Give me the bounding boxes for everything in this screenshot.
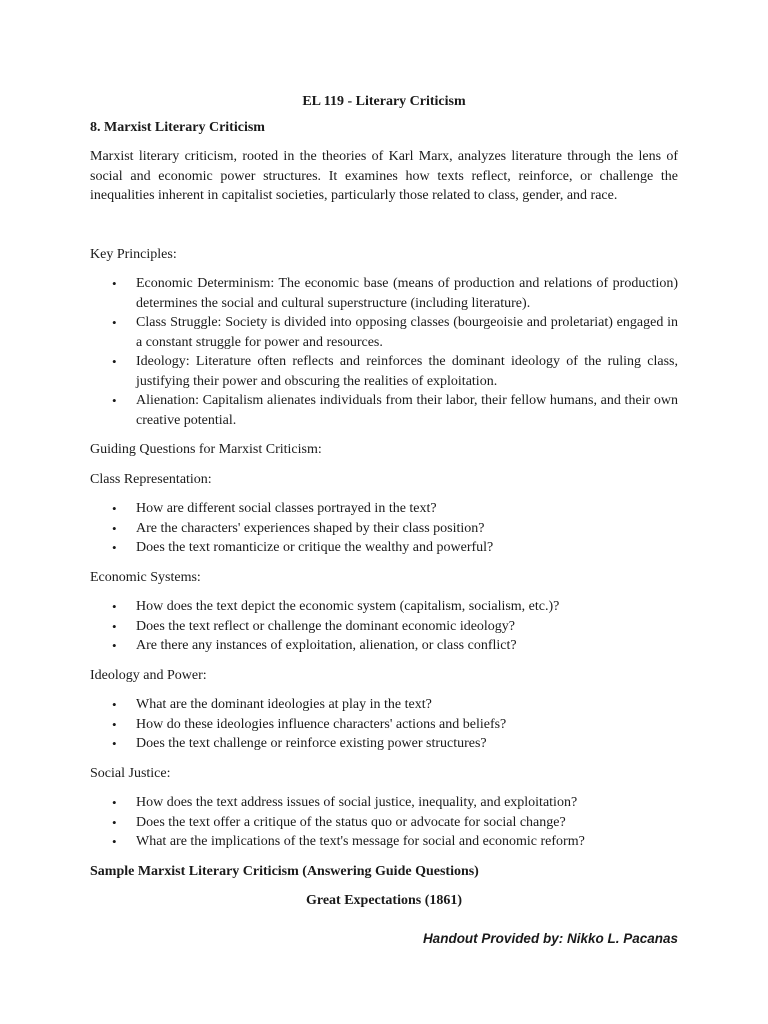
bullet-icon: • — [112, 716, 117, 732]
group-label-ideology-and-power: Ideology and Power: — [90, 667, 207, 683]
list-item: • How do these ideologies influence characters' actions and beliefs? — [90, 715, 678, 735]
list-item: • What are the implications of the text's message for social and economic reform? — [90, 832, 678, 852]
group-label-class-representation: Class Representation: — [90, 471, 212, 487]
bullet-icon: • — [112, 276, 117, 291]
bullet-icon: • — [112, 520, 117, 536]
question-list-economic-systems — [90, 597, 678, 656]
list-item: • How does the text address issues of social justice, inequality, and exploitation? — [90, 793, 678, 813]
bullet-icon: • — [112, 638, 117, 653]
bullet-icon: • — [112, 736, 117, 751]
bullet-icon: • — [112, 697, 117, 712]
sample-heading: Sample Marxist Literary Criticism (Answering Guide Questions) — [90, 863, 479, 879]
bullet-icon: • — [112, 354, 117, 369]
key-principles-label: Key Principles: — [90, 246, 177, 262]
list-item: • Are there any instances of exploitation, alienation, or class conflict? — [90, 636, 678, 656]
bullet-icon: • — [112, 393, 117, 408]
bullet-icon: • — [112, 814, 117, 830]
question-list-class-representation — [90, 499, 678, 558]
list-item: • Does the text offer a critique of the status quo or advocate for social change? — [90, 813, 678, 833]
list-item: • What are the dominant ideologies at play in the text? — [90, 695, 678, 715]
bullet-icon: • — [112, 834, 117, 849]
bullet-icon: • — [112, 618, 117, 634]
course-title: EL 119 - Literary Criticism — [302, 94, 466, 109]
handout-credit: Handout Provided by: Nikko L. Pacanas — [422, 931, 678, 946]
group-label-economic-systems: Economic Systems: — [90, 569, 201, 585]
list-item: • Does the text romanticize or critique the wealthy and powerful? — [90, 538, 678, 558]
list-item: • Are the characters' experiences shaped by their class position? — [90, 519, 678, 539]
key-principles-list — [90, 274, 678, 430]
section-heading: 8. Marxist Literary Criticism — [90, 120, 265, 135]
bullet-icon: • — [112, 599, 117, 614]
list-item: • Class Struggle: Society is divided into opposing classes (bourgeoisie and proletariat) engaged in a constant struggle for power and resources. — [112, 315, 678, 350]
guiding-questions-label: Guiding Questions for Marxist Criticism: — [90, 442, 322, 457]
intro-paragraph: Marxist literary criticism, rooted in the theories of Karl Marx, analyzes literature through the lens of social and economic power structures. It examines how texts reflect, reinforce, or challenge the inequalities inherent in capitalist societies, particularly those related to class, gender, and race. — [90, 149, 678, 203]
document-page — [90, 92, 678, 911]
list-item: • Does the text reflect or challenge the dominant economic ideology? — [90, 617, 678, 637]
bullet-icon: • — [112, 501, 117, 516]
bullet-icon: • — [112, 540, 117, 555]
list-item: • Ideology: Literature often reflects and reinforces the dominant ideology of the ruling class, justifying their power and obscuring the realities of exploitation. — [112, 354, 678, 389]
bullet-icon: • — [112, 795, 117, 810]
book-title: Great Expectations (1861) — [305, 892, 463, 908]
list-item: • Alienation: Capitalism alienates individuals from their labor, their fellow humans, and their own creative potential. — [112, 393, 678, 428]
question-list-ideology-and-power — [90, 695, 678, 754]
list-item: • Economic Determinism: The economic base (means of production and relations of production) determines the social and cultural superstructure (including literature). — [112, 276, 678, 311]
question-list-social-justice — [90, 793, 678, 852]
bullet-icon: • — [112, 315, 117, 330]
list-item: • How are different social classes portrayed in the text? — [90, 499, 678, 519]
list-item: • Does the text challenge or reinforce existing power structures? — [90, 734, 678, 754]
group-label-social-justice: Social Justice: — [90, 765, 171, 781]
list-item: • How does the text depict the economic system (capitalism, socialism, etc.)? — [90, 597, 678, 617]
